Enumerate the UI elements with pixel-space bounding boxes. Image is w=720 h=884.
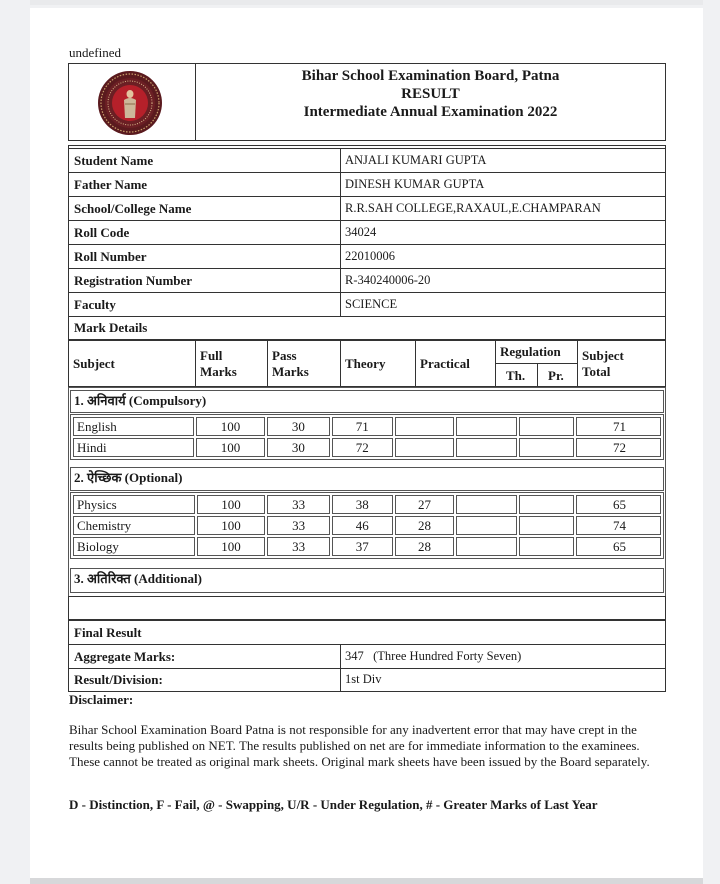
top-label: undefined bbox=[69, 45, 121, 60]
col-theory: Theory bbox=[345, 356, 386, 371]
subject-total: 74 bbox=[576, 516, 661, 535]
reg-theory bbox=[456, 495, 517, 514]
roll-code-label: Roll Code bbox=[74, 225, 130, 240]
roll-code-value: 34024 bbox=[345, 225, 377, 239]
compulsory-subjects-table bbox=[70, 414, 664, 460]
pass-marks: 33 bbox=[267, 516, 330, 535]
full-marks: 100 bbox=[197, 495, 266, 514]
theory-marks: 46 bbox=[332, 516, 393, 535]
reg-theory bbox=[456, 537, 517, 556]
pass-marks: 30 bbox=[267, 417, 330, 436]
practical-marks bbox=[395, 438, 454, 457]
practical-marks bbox=[395, 417, 454, 436]
theory-marks: 71 bbox=[332, 417, 393, 436]
subject-total: 65 bbox=[576, 537, 661, 556]
division-label: Result/Division: bbox=[74, 672, 163, 687]
col-regulation: Regulation bbox=[500, 344, 561, 359]
registration-number-value: R-340240006-20 bbox=[345, 273, 431, 287]
full-marks: 100 bbox=[197, 537, 266, 556]
full-marks: 100 bbox=[196, 417, 265, 436]
col-practical: Practical bbox=[420, 356, 470, 371]
col-full-marks-2: Marks bbox=[200, 364, 237, 379]
roll-number-label: Roll Number bbox=[74, 249, 147, 264]
col-reg-practical: Pr. bbox=[548, 368, 564, 383]
disclaimer-text: Bihar School Examination Board Patna is not responsible for any inadvertent error that may have crept in the results being published on NET. The results published on net are for immediate information to the examinees. These cannot be treated as original mark sheets. Original mark sheets have been issued by the Board separately. bbox=[69, 722, 650, 769]
theory-marks: 38 bbox=[332, 495, 393, 514]
roll-number-value: 22010006 bbox=[345, 249, 395, 263]
optional-subjects-table bbox=[70, 492, 664, 559]
section-compulsory: 1. अनिवार्य (Compulsory) bbox=[70, 390, 664, 413]
pass-marks: 33 bbox=[267, 495, 330, 514]
practical-marks: 27 bbox=[395, 495, 455, 514]
subject-row-english bbox=[73, 417, 661, 436]
subject-row-chemistry bbox=[73, 516, 661, 535]
exam-name: Intermediate Annual Examination 2022 bbox=[303, 104, 558, 120]
reg-practical bbox=[519, 537, 573, 556]
pass-marks: 30 bbox=[267, 438, 330, 457]
student-name-value: ANJALI KUMARI GUPTA bbox=[345, 153, 487, 167]
col-pass-marks-2: Marks bbox=[272, 364, 309, 379]
result-header bbox=[68, 63, 666, 141]
board-seal-logo-icon bbox=[97, 70, 163, 136]
section-optional: 2. ऐच्छिक (Optional) bbox=[70, 467, 664, 491]
subject-total: 65 bbox=[576, 495, 661, 514]
division-value: 1st Div bbox=[345, 672, 382, 686]
result-heading: RESULT bbox=[401, 86, 460, 102]
disclaimer-heading: Disclaimer: bbox=[69, 692, 134, 707]
full-marks: 100 bbox=[196, 438, 265, 457]
subject-name: Hindi bbox=[73, 438, 194, 457]
reg-practical bbox=[519, 417, 574, 436]
faculty-value: SCIENCE bbox=[345, 297, 398, 311]
board-name: Bihar School Examination Board, Patna bbox=[301, 68, 560, 84]
final-result-label: Final Result bbox=[74, 625, 142, 640]
col-subject-total-2: Total bbox=[582, 364, 611, 379]
reg-practical bbox=[519, 438, 574, 457]
student-name-label: Student Name bbox=[74, 153, 154, 168]
theory-marks: 72 bbox=[332, 438, 393, 457]
father-name-label: Father Name bbox=[74, 177, 148, 192]
subject-name: Biology bbox=[73, 537, 195, 556]
col-pass-marks-1: Pass bbox=[272, 348, 297, 363]
mark-details-label: Mark Details bbox=[74, 320, 148, 335]
subject-row-physics bbox=[73, 495, 661, 514]
grade-legend: D - Distinction, F - Fail, @ - Swapping, U/R - Under Regulation, # - Greater Marks of Last Year bbox=[69, 797, 598, 812]
reg-practical bbox=[519, 516, 573, 535]
page-bottom-shadow bbox=[30, 878, 703, 884]
college-name-value: R.R.SAH COLLEGE,RAXAUL,E.CHAMPARAN bbox=[345, 201, 601, 215]
theory-marks: 37 bbox=[332, 537, 393, 556]
college-name-label: School/College Name bbox=[74, 201, 192, 216]
col-subject-total-1: Subject bbox=[582, 348, 624, 363]
subject-name: Chemistry bbox=[73, 516, 195, 535]
faculty-label: Faculty bbox=[74, 297, 116, 312]
col-subject: Subject bbox=[73, 356, 115, 371]
col-reg-theory: Th. bbox=[506, 368, 526, 383]
father-name-value: DINESH KUMAR GUPTA bbox=[345, 177, 485, 191]
subject-row-hindi bbox=[73, 438, 661, 457]
practical-marks: 28 bbox=[395, 537, 455, 556]
reg-theory bbox=[456, 516, 517, 535]
aggregate-marks-value: 347 (Three Hundred Forty Seven) bbox=[345, 649, 522, 663]
additional-empty-row bbox=[68, 596, 666, 620]
pass-marks: 33 bbox=[267, 537, 330, 556]
aggregate-marks-label: Aggregate Marks: bbox=[74, 649, 176, 664]
reg-theory bbox=[456, 438, 517, 457]
subject-name: Physics bbox=[73, 495, 195, 514]
reg-practical bbox=[519, 495, 573, 514]
subject-row-biology bbox=[73, 537, 661, 556]
registration-number-label: Registration Number bbox=[74, 273, 193, 288]
section-additional: 3. अतिरिक्त (Additional) bbox=[70, 568, 664, 593]
subject-total: 71 bbox=[576, 417, 661, 436]
reg-theory bbox=[456, 417, 517, 436]
practical-marks: 28 bbox=[395, 516, 455, 535]
col-full-marks-1: Full bbox=[200, 348, 223, 363]
subject-name: English bbox=[73, 417, 194, 436]
viewer-top-edge bbox=[30, 0, 703, 5]
subject-total: 72 bbox=[576, 438, 661, 457]
full-marks: 100 bbox=[197, 516, 266, 535]
